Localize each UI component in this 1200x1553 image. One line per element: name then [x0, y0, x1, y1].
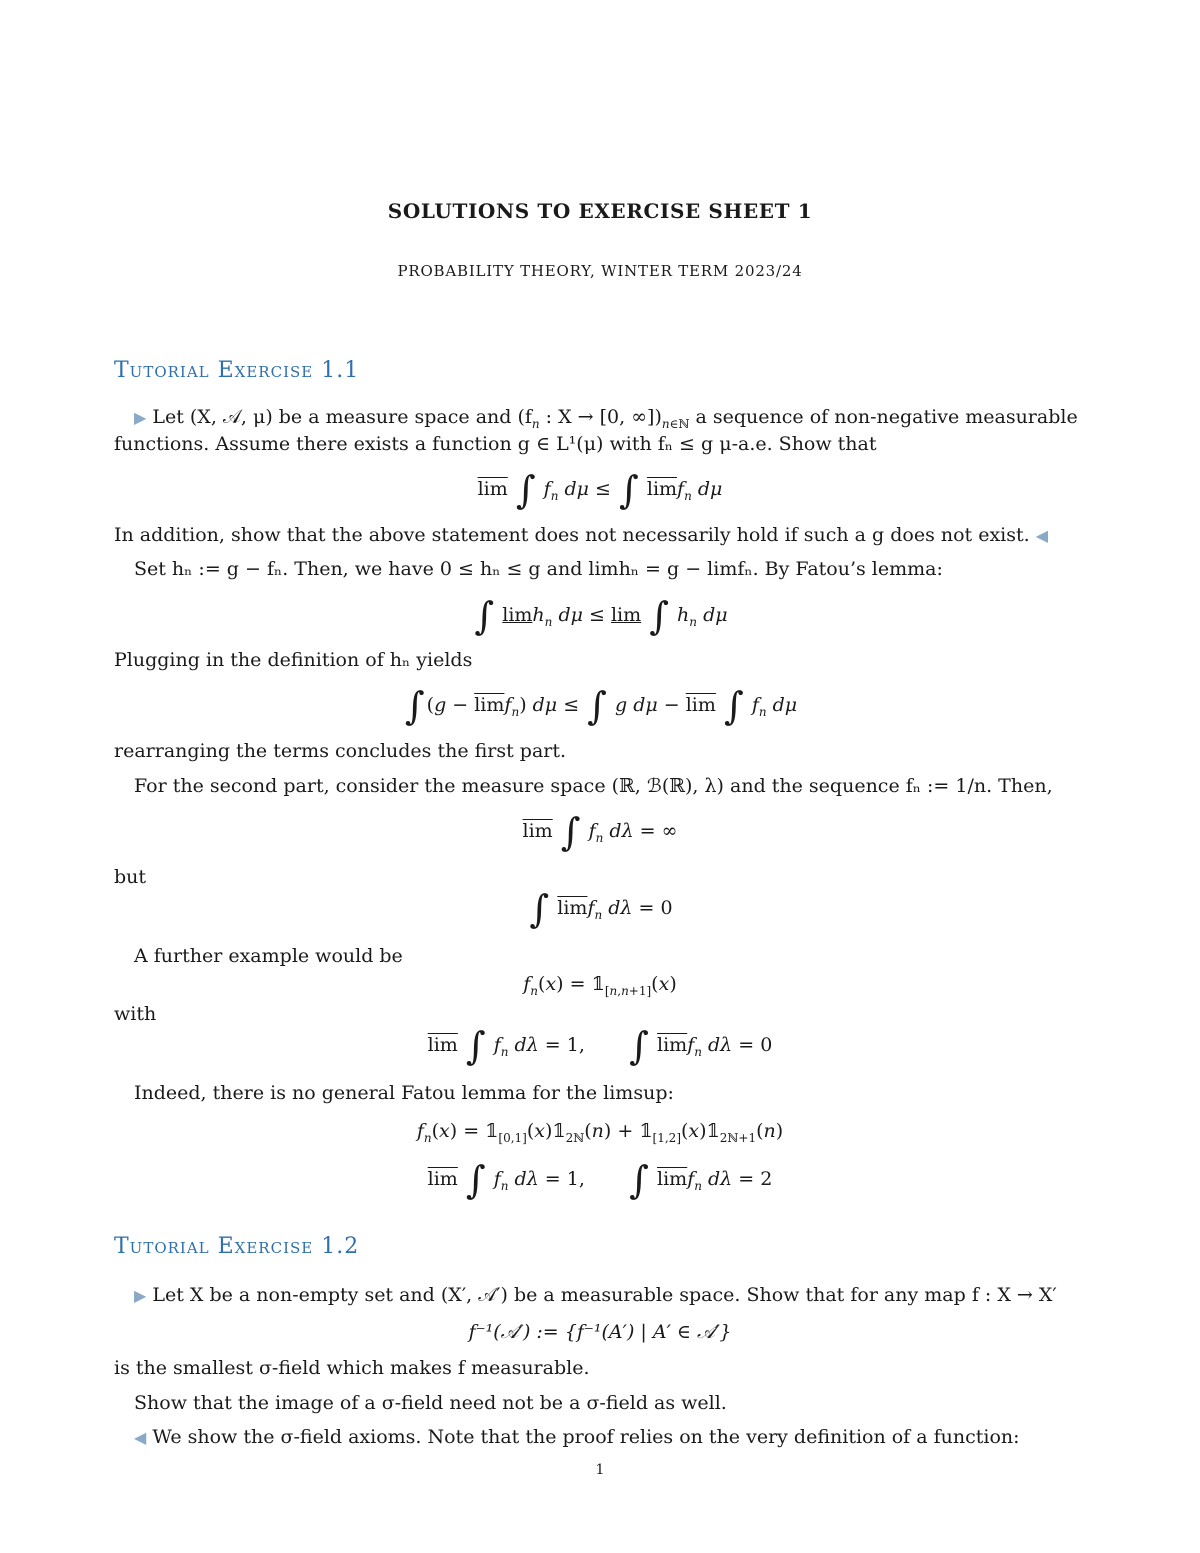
- display-equation: ∫ $\overline{lim}f_n$ dλ = 0: [529, 887, 673, 931]
- statement-text: In addition, show that the above statement does not necessarily hold if such a g does not exist.: [114, 524, 1030, 546]
- section-heading-1-1: [114, 358, 359, 383]
- display-equation: ∫ limh$_n$ dμ ≤ lim ∫ $h_n$ dμ: [474, 594, 728, 638]
- proof-start-marker-icon: ◀: [134, 1428, 147, 1447]
- exercise-statement-line: ▶ Let (X, 𝒜, μ) be a measure space and ($f_n$ : X → [0, $\infty])_{n\in ℕ}$ a sequence of non-negative measurable: [134, 406, 1078, 431]
- section-heading-number: 1.1: [321, 358, 360, 383]
- proof-line: Plugging in the definition of hₙ yields: [114, 649, 473, 671]
- proof-line: A further example would be: [134, 945, 403, 967]
- statement-end-marker-icon: ◀: [1035, 526, 1049, 545]
- display-equation: $\overline{lim}$ ∫ $f_n$ dλ = 1, ∫ $\overline{lim}f_n$ dλ = 0: [427, 1024, 773, 1068]
- preimage-sigma-field: f⁻¹(𝒜′) := {f⁻¹(A′) | A′ ∈ 𝒜′}: [468, 1321, 732, 1343]
- exercise-statement-line: [134, 1284, 1057, 1306]
- exercise-statement-line: Show that the image of a σ-field need not be a σ-field as well.: [134, 1392, 727, 1414]
- paper-subtitle: PROBABILITY THEORY, WINTER TERM 2023/24: [397, 262, 803, 280]
- display-equation: $f_n(x)$ = $𝟙_{[n,n+1]}(x)$: [523, 973, 677, 998]
- statement-start-marker-icon: ▶: [134, 408, 147, 427]
- proof-line: Set hₙ := g − fₙ. Then, we have 0 ≤ hₙ ≤ g and limhₙ = g − limfₙ. By Fatou’s lemma:: [134, 558, 943, 580]
- proof-line: Indeed, there is no general Fatou lemma for the limsup:: [134, 1082, 674, 1104]
- proof-line: but: [114, 866, 147, 888]
- statement-text: : X → [0, ∞]): [539, 406, 662, 428]
- exercise-statement-line: [114, 524, 1048, 546]
- section-heading-prefix: Tutorial Exercise: [114, 358, 314, 383]
- display-equation: $\overline{lim}$ ∫ $f_n$ dλ = 1, ∫ $\overline{lim}f_n$ dλ = 2: [427, 1158, 773, 1202]
- display-equation: $\overline{lim}$ ∫ $f_n$ dμ ≤ ∫ $\overline{lim}f_n$ dμ: [477, 468, 723, 512]
- exercise-statement-line: functions. Assume there exists a function g ∈ L¹(μ) with fₙ ≤ g μ-a.e. Show that: [114, 433, 877, 455]
- proof-text: We show the σ-field axioms. Note that the proof relies on the very definition of a function:: [152, 1426, 1020, 1448]
- statement-text: Let X be a non-empty set and (X′, 𝒜′) be a measurable space. Show that for any map f : X → X′: [152, 1284, 1057, 1306]
- exercise-statement-line: is the smallest σ-field which makes f measurable.: [114, 1357, 590, 1379]
- proof-line: For the second part, consider the measure space (ℝ, ℬ(ℝ), λ) and the sequence fₙ := 1/n. Then,: [134, 775, 1053, 797]
- proof-line: rearranging the terms concludes the first part.: [114, 740, 567, 762]
- paper-title: SOLUTIONS TO EXERCISE SHEET 1: [387, 199, 813, 223]
- statement-text: Let (X, 𝒜, μ) be a measure space and (f: [152, 406, 532, 428]
- page-number: 1: [595, 1462, 605, 1478]
- section-heading-prefix: Tutorial Exercise: [114, 1234, 314, 1259]
- statement-start-marker-icon: ▶: [134, 1286, 147, 1305]
- section-heading-number: 1.2: [321, 1234, 360, 1259]
- display-equation: ∫ $(g - \overline{lim}f_n)$ dμ ≤ ∫ g $d\mu - \overline{lim}$ ∫ $f_n$ dμ: [404, 684, 798, 728]
- statement-text: a sequence of non-negative measurable: [689, 406, 1078, 428]
- section-heading-1-2: [114, 1234, 359, 1259]
- proof-line: [134, 1426, 1020, 1448]
- display-equation: $\overline{lim}$ ∫ $f_n$ dλ = ∞: [522, 810, 678, 854]
- display-equation: [0, 1321, 1200, 1343]
- display-equation: $f_n(x)$ = $𝟙_{[0,1]}(x)𝟙_{2ℕ}(n)$ + $𝟙_{[1,2]}(x)𝟙_{2ℕ+1}(n)$: [416, 1120, 784, 1145]
- proof-line: with: [114, 1003, 157, 1025]
